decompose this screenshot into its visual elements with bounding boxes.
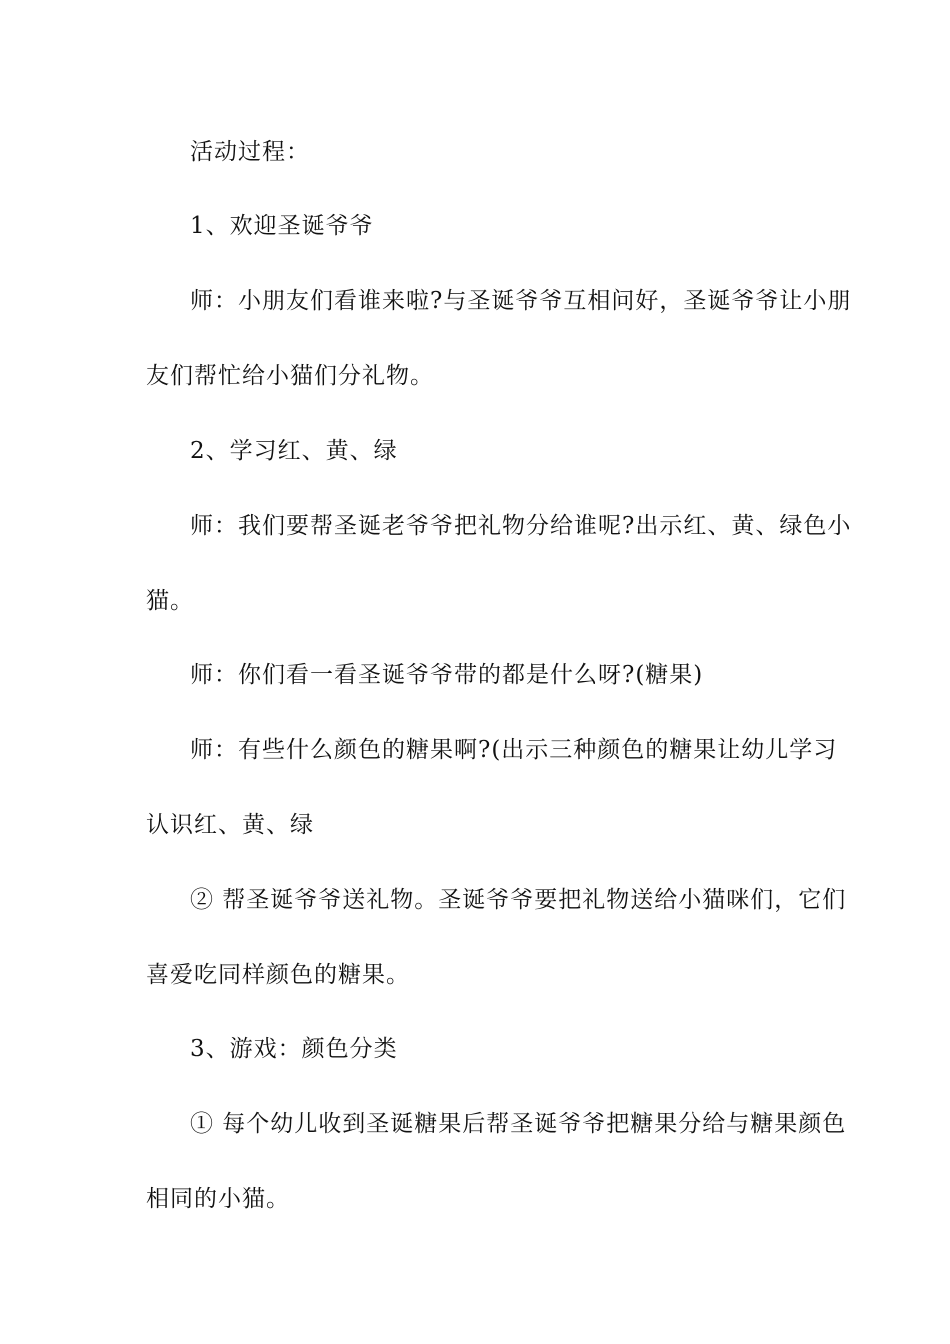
paragraph-line: 师：小朋友们看谁来啦?与圣诞爷爷互相问好，圣诞爷爷让小朋 [190, 288, 852, 314]
step-heading-learn-colors: 2、学习红、黄、绿 [190, 438, 398, 464]
paragraph-line: ① 每个幼儿收到圣诞糖果后帮圣诞爷爷把糖果分给与糖果颜色 [190, 1111, 847, 1137]
paragraph-line: 师：你们看一看圣诞爷爷带的都是什么呀?(糖果) [190, 662, 704, 688]
paragraph-line: 师：我们要帮圣诞老爷爷把礼物分给谁呢?出示红、黄、绿色小 [190, 513, 852, 539]
section-heading-activity-process: 活动过程： [190, 139, 310, 165]
paragraph-line: 师：有些什么颜色的糖果啊?(出示三种颜色的糖果让幼儿学习 [190, 737, 838, 763]
paragraph-line: 认识红、黄、绿 [146, 812, 314, 838]
paragraph-line: 猫。 [146, 588, 194, 614]
step-heading-color-game: 3、游戏：颜色分类 [190, 1036, 398, 1062]
paragraph-line: 喜爱吃同样颜色的糖果。 [146, 962, 410, 988]
paragraph-line: 友们帮忙给小猫们分礼物。 [146, 363, 434, 389]
paragraph-line: ② 帮圣诞爷爷送礼物。圣诞爷爷要把礼物送给小猫咪们，它们 [190, 887, 847, 913]
step-heading-welcome: 1、欢迎圣诞爷爷 [190, 213, 374, 239]
paragraph-line: 相同的小猫。 [146, 1186, 290, 1212]
